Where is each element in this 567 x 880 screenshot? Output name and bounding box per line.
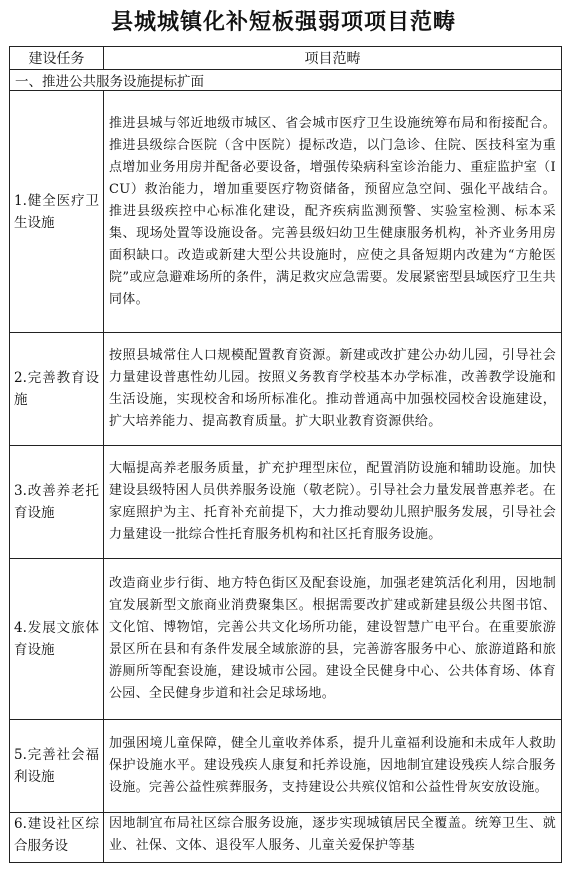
project-table — [9, 46, 562, 863]
section-row — [10, 70, 562, 91]
table-header-row — [10, 47, 562, 70]
task-cell: 4.发展文旅体育设施 — [10, 559, 104, 720]
header-task: 建设任务 — [10, 47, 104, 70]
content-cell: 加强困境儿童保障，健全儿童收养体系，提升儿童福利设施和未成年人救助保护设施水平。建设残疾人康复和托养设施，因地制宜建设残疾人综合服务设施。完善公益性殡葬服务，支持建设公共殡仪馆和公益性骨灰安放设施。 — [104, 720, 562, 813]
section-title: 一、推进公共服务设施提标扩面 — [10, 70, 562, 91]
table-row — [10, 333, 562, 446]
table-row — [10, 559, 562, 720]
task-cell: 3.改善养老托育设施 — [10, 446, 104, 559]
table-row — [10, 446, 562, 559]
task-cell: 5.完善社会福利设施 — [10, 720, 104, 813]
table-row — [10, 813, 562, 863]
content-cell: 按照县城常住人口规模配置教育资源。新建或改扩建公办幼儿园，引导社会力量建设普惠性幼儿园。按照义务教育学校基本办学标准，改善教学设施和生活设施，实现校舍和场所标准化。推动普通高中加强校园校舍设施建设，扩大培养能力、提高教育质量。扩大职业教育资源供给。 — [104, 333, 562, 446]
content-cell: 改造商业步行街、地方特色街区及配套设施，加强老建筑活化利用，因地制宜发展新型文旅商业消费聚集区。根据需要改扩建或新建县级公共图书馆、文化馆、博物馆，完善公共文化场所功能，建设智慧广电平台。在重要旅游景区所在县和有条件发展全域旅游的县，完善游客服务中心、旅游道路和旅游厕所等配套设施，建设城市公园。建设全民健身中心、公共体育场、体育公园、全民健身步道和社会足球场地。 — [104, 559, 562, 720]
content-cell: 推进县城与邻近地级市城区、省会城市医疗卫生设施统筹布局和衔接配合。推进县级综合医院（含中医院）提标改造，以门急诊、住院、医技科室为重点增加业务用房并配备必要设备，增强传染病科室诊治能力、重症监护室（ICU）救治能力，增加重要医疗物资储备，预留应急空间、强化平战结合。推进县级疾控中心标准化建设，配齐疾病监测预警、实验室检测、标本采集、现场处置等设施设备。完善县级妇幼卫生健康服务机构，补齐业务用房面积缺口。改造或新建大型公共设施时，应使之具备短期内改建为“方舱医院”或应急避难场所的条件，满足救灾应急需要。发展紧密型县域医疗卫生共同体。 — [104, 91, 562, 333]
content-cell: 因地制宜布局社区综合服务设施，逐步实现城镇居民全覆盖。统筹卫生、就业、社保、文体、退役军人服务、儿童关爱保护等基 — [104, 813, 562, 863]
task-cell: 6.建设社区综合服务设 — [10, 813, 104, 863]
header-content: 项目范畴 — [104, 47, 562, 70]
table-row — [10, 720, 562, 813]
table-row — [10, 91, 562, 333]
page-title: 县城城镇化补短板强弱项项目范畴 — [110, 9, 456, 35]
task-cell: 2.完善教育设施 — [10, 333, 104, 446]
content-cell: 大幅提高养老服务质量，扩充护理型床位，配置消防设施和辅助设施。加快建设县级特困人员供养服务设施（敬老院）。引导社会力量发展普惠养老。在家庭照护为主、托育补充前提下，大力推动婴幼儿照护服务发展，引导社会力量建设一批综合性托育服务机构和社区托育服务设施。 — [104, 446, 562, 559]
task-cell: 1.健全医疗卫生设施 — [10, 91, 104, 333]
